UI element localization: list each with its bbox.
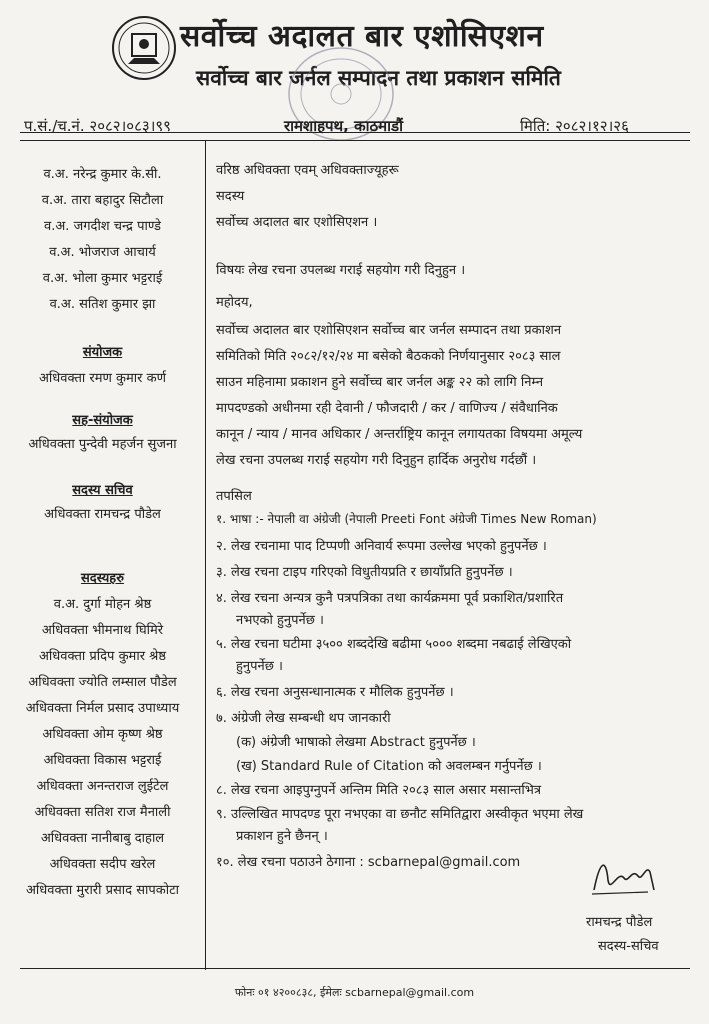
paragraph-line: मापदण्डको अधीनमा रही देवानी / फौजदारी / कर / वाणिज्य / संवैधानिक: [216, 401, 558, 416]
sidebar-member: अधिवक्ता सतिश राज मैनाली: [34, 805, 171, 820]
sidebar-member: व.अ. जगदीश चन्द्र पाण्डे: [44, 219, 161, 234]
sidebar-member: अधिवक्ता नानीबाबु दाहाल: [40, 831, 165, 846]
sidebar-member: व.अ. तारा बहादुर सिटौला: [41, 193, 164, 208]
sidebar-member: अधिवक्ता सदीप खरेल: [49, 857, 156, 872]
criteria-item: २. लेख रचनामा पाद टिप्पणी अनिवार्य रूपमा उल्लेख भएको हुनुपर्नेछ ।: [216, 539, 547, 554]
recipient-line: सदस्य: [216, 189, 245, 204]
members-heading: सदस्यहरु: [81, 571, 124, 586]
office-address: रामशाहपथ, काठमाडौं: [284, 117, 403, 135]
letter-date: मिति: २०८२।१२।२६: [520, 117, 629, 135]
sidebar-member: व.अ. दुर्गा मोहन श्रेष्ठ: [53, 597, 152, 612]
handwritten-signature: [588, 850, 660, 902]
criteria-item: ४. लेख रचना अन्यत्र कुनै पत्रपत्रिका तथा कार्यक्रममा पूर्व प्रकाशित/प्रशारित: [216, 591, 564, 606]
sidebar-member: अधिवक्ता भीमनाथ घिमिरे: [41, 623, 164, 638]
paragraph-line: कानून / न्याय / मानव अधिकार / अन्तर्राष्ट्रिय कानून लगायतका विषयमा अमूल्य: [216, 427, 583, 442]
paragraph-line: सर्वोच्च अदालत बार एशोसिएशन सर्वोच्च बार जर्नल सम्पादन तथा प्रकाशन: [216, 323, 562, 338]
sidebar-member: व.अ. सतिश कुमार झा: [49, 297, 156, 312]
reference-number: प.सं./च.नं. २०८२।०८३।९९: [24, 117, 171, 135]
secretary-name: अधिवक्ता रामचन्द्र पौडेल: [44, 507, 161, 522]
committee-title: सर्वोच्च बार जर्नल सम्पादन तथा प्रकाशन समिति: [196, 66, 561, 90]
sidebar-member: अधिवक्ता प्रदिप कुमार श्रेष्ठ: [38, 649, 167, 664]
sidebar-member: व.अ. भोला कुमार भट्टराई: [42, 271, 163, 286]
header-divider-secondary: [20, 140, 690, 141]
criteria-item: ५. लेख रचना घटीमा ३५०० शब्ददेखि बढीमा ५००० शब्दमा नबढाई लेखिएको: [216, 637, 572, 652]
salutation: महोदय,: [216, 295, 253, 310]
secretary-heading: सदस्य सचिव: [72, 483, 133, 498]
criteria-item-continued: हुनुपर्नेछ ।: [236, 659, 283, 674]
criteria-item: ७. अंग्रेजी लेख सम्बन्धी थप जानकारी: [216, 711, 391, 726]
criteria-subitem: (क) अंग्रेजी भाषाको लेखमा Abstract हुनुपर्नेछ ।: [236, 735, 476, 750]
criteria-item: ८. लेख रचना आइपुग्नुपर्ने अन्तिम मिति २०८३ साल असार मसान्तभित्र: [216, 783, 542, 798]
paragraph-line: साउन महिनामा प्रकाशन हुने सर्वोच्च बार जर्नल अङ्क २२ को लागि निम्न: [216, 375, 544, 390]
signatory-name: रामचन्द्र पौडेल: [586, 915, 653, 930]
co-convener-heading: सह-संयोजक: [72, 413, 133, 428]
header-divider: [20, 132, 690, 133]
sidebar-member: व.अ. नरेन्द्र कुमार के.सी.: [43, 167, 162, 182]
criteria-item: ९. उल्लिखित मापदण्ड पूरा नभएका वा छनौट समितिद्वारा अस्वीकृत भएमा लेख: [216, 807, 584, 822]
paragraph-line: लेख रचना उपलब्ध गराई सहयोग गरी दिनुहुन हार्दिक अनुरोध गर्दछौं ।: [216, 453, 537, 468]
letter-subject: विषयः लेख रचना उपलब्ध गराई सहयोग गरी दिनुहुन ।: [216, 263, 466, 278]
convener-heading: संयोजक: [82, 345, 123, 360]
criteria-item: ३. लेख रचना टाइप गरिएको विधुतीयप्रति र छायाँप्रति हुनुपर्नेछ ।: [216, 565, 513, 580]
sidebar-member: अधिवक्ता अनन्तराज लुईटेल: [36, 779, 169, 794]
recipient-line: सर्वोच्च अदालत बार एशोसिएशन ।: [216, 215, 378, 230]
sidebar-member: अधिवक्ता ओम कृष्ण श्रेष्ठ: [42, 727, 163, 742]
sidebar-member: व.अ. भोजराज आचार्य: [49, 245, 156, 260]
association-logo: [110, 14, 178, 82]
footer-divider: [20, 968, 690, 969]
sidebar-member: अधिवक्ता निर्मल प्रसाद उपाध्याय: [25, 701, 180, 716]
convener-name: अधिवक्ता रमण कुमार कर्ण: [39, 371, 166, 386]
sidebar-member: अधिवक्ता ज्योति लम्साल पौडेल: [28, 675, 177, 690]
sidebar-divider: [205, 140, 206, 970]
details-heading: तपसिल: [216, 489, 252, 504]
sidebar-member: अधिवक्ता मुरारी प्रसाद सापकोटा: [25, 883, 180, 898]
criteria-item: १. भाषा :- नेपाली वा अंग्रेजी (नेपाली Preeti Font अंग्रेजी Times New Roman): [216, 512, 597, 526]
criteria-item-continued: नभएको हुनुपर्नेछ ।: [236, 613, 324, 628]
sidebar-member: अधिवक्ता विकास भट्टराई: [43, 753, 162, 768]
criteria-item: ६. लेख रचना अनुसन्धानात्मक र मौलिक हुनुपर्नेछ ।: [216, 685, 454, 700]
criteria-item-email: १०. लेख रचना पठाउने ठेगाना : scbarnepal@gmail.com: [216, 855, 521, 870]
criteria-subitem: (ख) Standard Rule of Citation को अवलम्बन गर्नुपर्नेछ ।: [236, 759, 542, 774]
criteria-item-continued: प्रकाशन हुने छैनन् ।: [236, 829, 328, 844]
co-convener-name: अधिवक्ता पुन्देवी महर्जन सुजना: [28, 437, 177, 452]
paragraph-line: समितिको मिति २०८२/१२/२४ मा बसेको बैठकको निर्णयानुसार २०८३ साल: [216, 349, 561, 364]
footer-contact: फोनः ०१ ४२००८३८, ईमेलः scbarnepal@gmail.com: [234, 986, 475, 999]
organization-title: सर्वोच्च अदालत बार एशोसिएशन: [180, 19, 544, 54]
recipient-line: वरिष्ठ अधिवक्ता एवम् अधिवक्ताज्यूहरू: [216, 163, 399, 178]
signatory-title: सदस्य-सचिव: [598, 939, 659, 954]
